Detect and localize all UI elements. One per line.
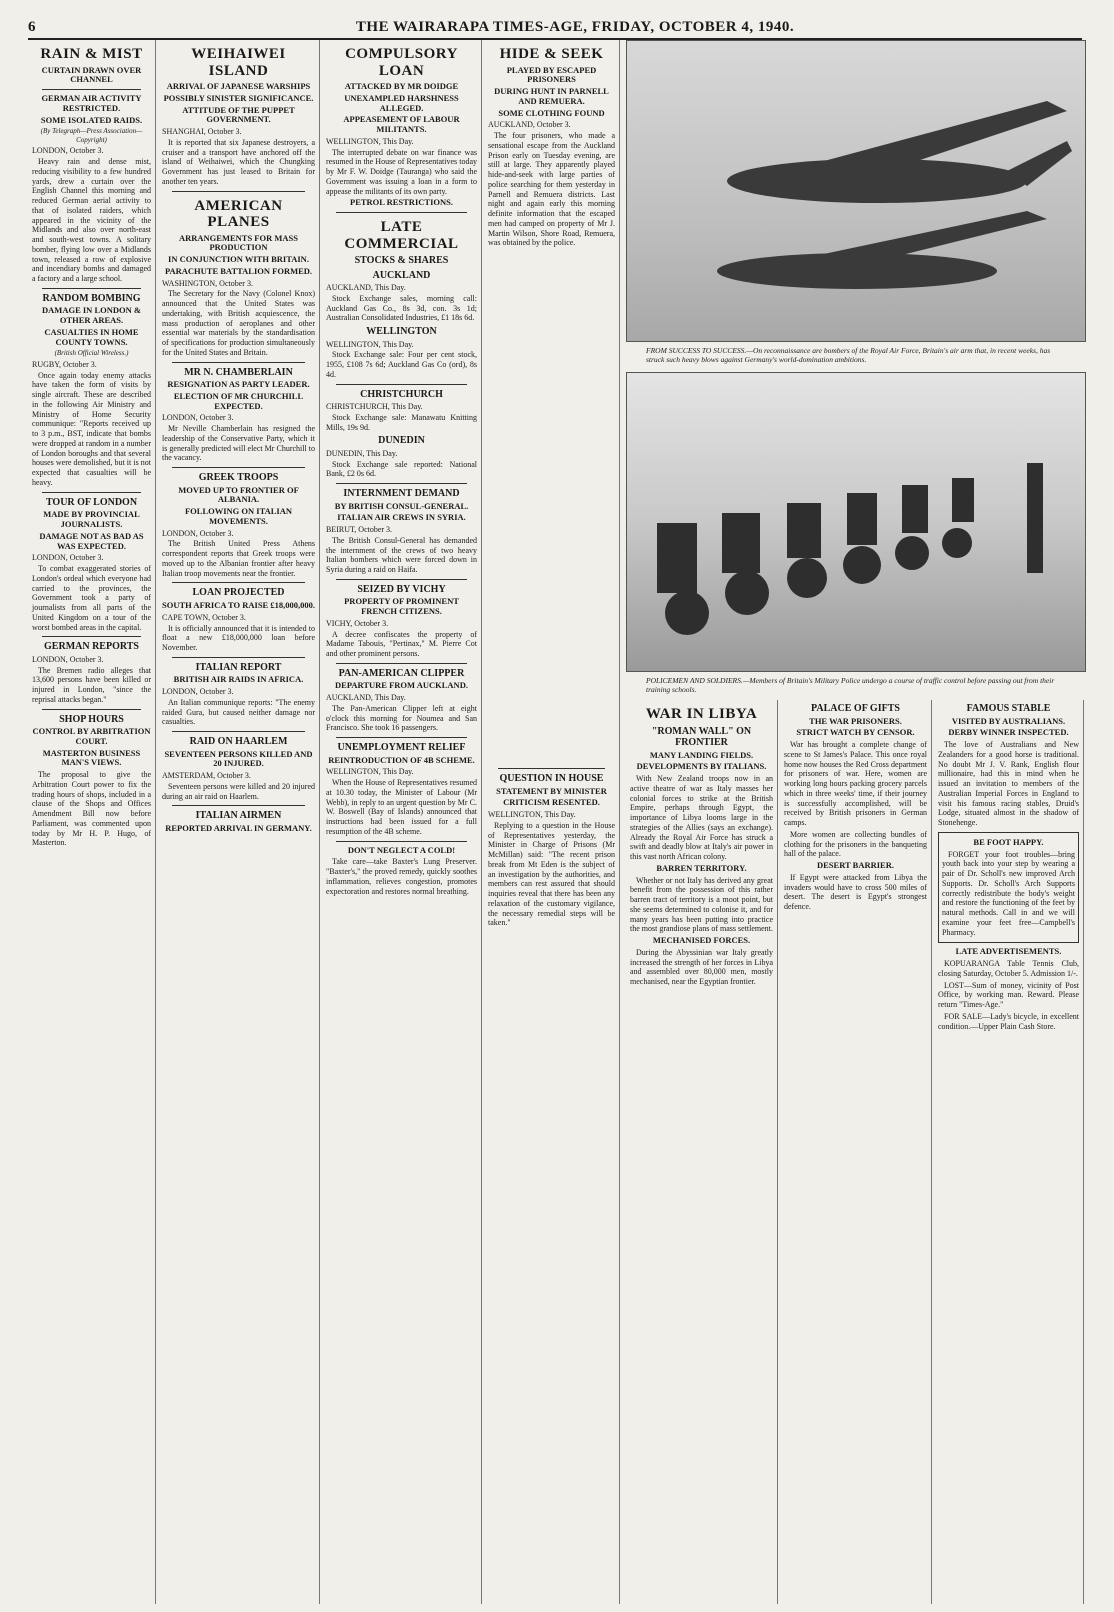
classified-ad: KOPUARANGA Table Tennis Club, closing Saturday, October 5. Admission 1/-. — [938, 959, 1079, 978]
dateline: WELLINGTON, This Day. — [488, 810, 576, 820]
classified-ad: FOR SALE—Lady's bicycle, in excellent condition.—Upper Plain Cash Store. — [938, 1011, 1079, 1031]
headline-weihaiwei: WEIHAIWEI ISLAND — [191, 46, 286, 79]
dateline: WASHINGTON, October 3. — [162, 278, 253, 288]
article-body: Replying to a question in the House of Representatives yesterday, the Minister in Charge of Prisons (Mr McMillan) said: "The recent prison break from Mt Eden is the subject of an investigation by the authorities, and members can rest assured that should inquiries reveal that there has been any relaxation of the customary vigilance, the necessary remedial steps will be taken." — [488, 820, 615, 928]
headline-christchurch: CHRISTCHURCH — [360, 388, 443, 400]
article-body: If Egypt were attacked from Libya the invaders would have to cross 500 miles of desert. The desert is Egypt's strongest defence. — [784, 872, 927, 912]
subhead: SOUTH AFRICA TO RAISE £18,000,000. — [162, 599, 315, 610]
subhead: CURTAIN DRAWN OVER CHANNEL — [41, 64, 142, 85]
column-4 — [484, 40, 620, 1604]
subhead: DESERT BARRIER. — [816, 860, 894, 871]
article-body: The Pan-American Clipper left at eight o'clock this morning for Noumea and San Francisco. She took 16 passengers. — [326, 703, 477, 733]
divider — [336, 483, 467, 484]
headline-war-in-libya: WAR IN LIBYA — [645, 706, 758, 722]
article-body: War has brought a complete change of scene to St James's Palace. This once royal home now houses the Red Cross department for prisoners of war. Here, women are working long hours packing grocery parcels which in three weeks' time, if their journey is successfully accomplished, will be received by British prisoners in German camps. — [784, 740, 927, 828]
subhead: DURING HUNT IN PARNELL AND REMUERA. — [494, 86, 609, 106]
subhead: VISITED BY AUSTRALIANS. — [951, 715, 1066, 726]
article-body: During the Abyssinian war Italy greatly increased the strength of her forces in Libya and assembled over 80,000 men, mostly mechanised, near the Egyptian frontier. — [630, 947, 773, 987]
divider — [336, 737, 467, 738]
headline-loan-projected: LOAN PROJECTED — [192, 587, 285, 599]
headline-dont-neglect-a-cold: DON'T NEGLECT A COLD! — [347, 844, 456, 855]
divider — [42, 709, 141, 710]
divider — [172, 731, 305, 732]
dateline: LONDON, October 3. — [32, 146, 104, 156]
divider — [336, 212, 467, 213]
article-body: Mr Neville Chamberlain has resigned the leadership of the Conservative Party, which it is generally predicted will elect Mr Churchill to the vacancy. — [162, 424, 315, 463]
divider — [172, 191, 305, 192]
divider — [498, 768, 605, 769]
subhead: DAMAGE NOT AS BAD AS WAS EXPECTED. — [39, 530, 144, 551]
dateline: CHRISTCHURCH, This Day. — [326, 402, 423, 412]
page-number: 6 — [28, 19, 36, 35]
bomber-aircraft-image — [627, 41, 1085, 341]
article-body: A decree confiscates the property of Madame Tabouis, "Pertinax," M. Pierre Cot and other prominent persons. — [326, 629, 477, 659]
subhead: MOVED UP TO FRONTIER OF ALBANIA. — [178, 484, 299, 505]
article-body: With New Zealand troops now in an active theatre of war as Italy masses her colonial forces to strike at the British Empire, perhaps through Egypt, the importance of Libya looms large in the strategies of the Allies (says an exchange). Already the Royal Air Force has struck a swift and deadly blow at Italy's air power in this vast north African colony. — [630, 774, 773, 862]
subhead: BRITISH AIR RAIDS IN AFRICA. — [173, 674, 304, 685]
article-body: Heavy rain and dense mist, reducing visibility to a few hundred yards, drew a curtain over the English Channel this morning and reduced German aerial activity to that of isolated raiders, which appeared in the vicinity of the Midlands and also over north-east and south-west towns. A solitary bomber, flying low over a Midlands town, released a row of explosive and incendiary bombs and damaged a factory and a large school. — [32, 157, 151, 284]
divider — [172, 362, 305, 363]
dateline: AUCKLAND, This Day. — [326, 283, 406, 293]
article-body: The four prisoners, who made a sensational escape from the Auckland Prison early on Tuesday evening, are still at large. They apparently played hide-and-seek with large parties of police searching for them yesterday in Parnell and Remuera districts. Last night and again early this morning definite information that the escaped men had camped on property of Mr J. Martin Wilson, Shore Road, Remuera, was obtained by the police. — [488, 131, 615, 248]
headline-random-bombing: RANDOM BOMBING — [42, 292, 141, 304]
headline-rain-mist: RAIN & MIST — [40, 46, 143, 62]
photo-caption-bombers: FROM SUCCESS TO SUCCESS.—On reconnaissance are bombers of the Royal Air Force, Britain's air arm that, in recent weeks, has struck such heavy blows against Germany's world-domination ambitions. — [646, 346, 1051, 364]
headline-unemployment-relief: UNEMPLOYMENT RELIEF — [337, 742, 466, 754]
subhead-wellington: WELLINGTON — [366, 326, 437, 338]
subhead: GERMAN AIR ACTIVITY RESTRICTED. — [41, 93, 142, 113]
dateline: LONDON, October 3. — [32, 553, 104, 563]
subhead: CRITICISM RESENTED. — [503, 797, 600, 808]
dateline: LONDON, October 3. — [162, 413, 234, 423]
article-body: Stock Exchange sale reported: National Bank, £2 0s 6d. — [326, 459, 477, 479]
dateline: BEIRUT, October 3. — [326, 525, 393, 535]
divider — [336, 579, 467, 580]
subhead: STOCKS & SHARES — [354, 255, 449, 267]
headline-famous-stable: FAMOUS STABLE — [966, 703, 1051, 714]
subhead: MADE BY PROVINCIAL JOURNALISTS. — [43, 509, 140, 529]
photo-military-police — [626, 372, 1086, 672]
article-body: Stock Exchange sales, morning call: Auckland Gas Co., 8s 3d, con. 3s 1d; Australian Consolidated Industries, £1 18s 6d. — [326, 293, 477, 323]
dateline: WELLINGTON, This Day. — [326, 767, 414, 777]
divider — [172, 582, 305, 583]
article-body: It is reported that six Japanese destroyers, a cruiser and a transport have anchored off the island of Weihaiwei, which the Chungking Government has just leased to Britain for another ten years. — [162, 137, 315, 186]
dateline: RUGBY, October 3. — [32, 359, 97, 369]
subhead: MASTERTON BUSINESS MAN'S VIEWS. — [42, 747, 141, 768]
article-body: The interrupted debate on war finance was resumed in the House of Representatives today by Mr F. W. Doidge (Tauranga) who said the Government was issuing a loan in a form to appease the militants of its own party. — [326, 147, 477, 196]
article-body: The Bremen radio alleges that 13,600 persons have been killed or injured in London, "since the reprisal attacks began." — [32, 665, 151, 704]
headline-italian-airmen: ITALIAN AIRMEN — [195, 810, 282, 822]
newspaper-title: THE WAIRARAPA TIMES-AGE, FRIDAY, OCTOBER 4, 1940. — [355, 19, 795, 35]
headline-raid-on-haarlem: RAID ON HAARLEM — [189, 736, 288, 748]
headline-compulsory-loan: COMPULSORY LOAN — [345, 46, 458, 79]
subhead: "ROMAN WALL" ON FRONTIER — [651, 725, 752, 748]
article-body: The British Consul-General has demanded the internment of the crews of two heavy Italian bombers which were forced down in Syria during a raid on Haifa. — [326, 535, 477, 575]
divider — [172, 805, 305, 806]
motorcycles-image — [627, 373, 1085, 671]
headline-shop-hours: SHOP HOURS — [59, 713, 124, 725]
article-body: An Italian communique reports: "The enemy raided Gura, but caused neither damage nor casualties. — [162, 697, 315, 727]
headline-seized-by-vichy: SEIZED BY VICHY — [357, 583, 446, 595]
subhead: ITALIAN AIR CREWS IN SYRIA. — [337, 512, 466, 523]
article-body: Stock Exchange sale: Four per cent stock, 1955, £108 7s 6d; Auckland Gas Co (ord), 8s 4d. — [326, 350, 477, 379]
headline-question-in-house: QUESTION IN HOUSE — [499, 773, 604, 785]
subhead: ATTITUDE OF THE PUPPET GOVERNMENT. — [182, 104, 295, 125]
article-body: It is officially announced that it is intended to float a new £18,000,000 loan before November. — [162, 623, 315, 652]
dateline: WELLINGTON, This Day. — [326, 339, 414, 349]
subhead: STRICT WATCH BY CENSOR. — [796, 727, 915, 738]
divider — [42, 492, 141, 493]
column-2 — [158, 40, 320, 1604]
subhead: DERBY WINNER INSPECTED. — [948, 727, 1069, 738]
subhead: PLAYED BY ESCAPED PRISONERS — [506, 64, 597, 85]
subhead: ELECTION OF MR CHURCHILL EXPECTED. — [173, 390, 304, 411]
subhead: REPORTED ARRIVAL IN GERMANY. — [165, 822, 312, 833]
dateline: AMSTERDAM, October 3. — [162, 771, 251, 781]
divider — [336, 841, 467, 842]
subhead: PROPERTY OF PROMINENT FRENCH CITIZENS. — [344, 596, 459, 617]
article-body: More women are collecting bundles of clothing for the prisoners in the banqueting hall of the palace. — [784, 829, 927, 859]
headline-greek-troops: GREEK TROOPS — [198, 472, 279, 484]
subhead-dunedin: DUNEDIN — [378, 435, 425, 447]
classified-ad: LOST—Sum of money, vicinity of Post Office, by working man. Reward. Please return "Times-Age." — [938, 980, 1079, 1010]
headline-pan-american-clipper: PAN-AMERICAN CLIPPER — [338, 667, 465, 679]
subhead: POSSIBLY SINISTER SIGNIFICANCE. — [163, 92, 314, 103]
article-body: When the House of Representatives resumed at 10.30 today, the Minister of Labour (Mr Webb), in reply to an urgent question by Mr C. W. Boswell (Bay of Islands) announced that instructions had been issued for a full resumption of the 4B scheme. — [326, 778, 477, 836]
subhead: RESIGNATION AS PARTY LEADER. — [167, 379, 310, 390]
byline: (By Telegraph—Press Association—Copyright) — [40, 127, 143, 144]
subhead: PETROL RESTRICTIONS. — [350, 197, 453, 208]
article-body: Whether or not Italy has derived any great benefit from the possession of this rather barren tract of territory is a moot point, but she seems determined to colonise it, and for many years has been putting into practice the most grandiose plans of mass settlement. — [630, 875, 773, 934]
subhead: FOLLOWING ON ITALIAN MOVEMENTS. — [184, 506, 293, 526]
subhead: CONTROL BY ARBITRATION COURT. — [32, 726, 151, 746]
divider — [172, 467, 305, 468]
dateline: LONDON, October 3. — [32, 654, 104, 664]
headline-palace-of-gifts: PALACE OF GIFTS — [811, 703, 900, 714]
headline-german-reports: GERMAN REPORTS — [44, 641, 139, 653]
article-body: To combat exaggerated stories of London's ordeal which everyone had carried to the provinces, the Government took a party of journalists from all parts of the United Kingdom on a tour of the worst bombed areas in the capital. — [32, 564, 151, 632]
dateline: WELLINGTON, This Day. — [326, 136, 414, 146]
subhead: ATTACKED BY MR DOIDGE — [344, 81, 459, 91]
article-body: The love of Australians and New Zealanders for a good horse is traditional. No doubt Mr J. V. Rank, English flour millionaire, had this in mind when he issued an invitation to members of the Australian Imperial Forces in England to visit his famous racing stables, Druid's Lodge, situated almost in the shadow of Stonehenge. — [938, 740, 1079, 828]
divider — [42, 89, 141, 90]
dateline: LONDON, October 3. — [162, 528, 234, 538]
subhead: IN CONJUNCTION WITH BRITAIN. — [168, 254, 309, 265]
subhead: DEVELOPMENTS BY ITALIANS. — [636, 761, 767, 772]
article-body: The Secretary for the Navy (Colonel Knox) announced that the United States was undertaking, with British acquiescence, the mass production of aeroplanes and other essential war materials by the standardisation of specifications for production simultaneously for the United States and Britain. — [162, 289, 315, 357]
subhead: MECHANISED FORCES. — [652, 935, 751, 946]
article-body: Seventeen persons were killed and 20 injured during an air raid on Haarlem. — [162, 781, 315, 801]
divider — [336, 384, 467, 385]
masthead — [28, 10, 1082, 40]
divider — [42, 636, 141, 637]
article-body: The British United Press Athens correspondent reports that Greek troops were moved up to the Albanian frontier after heavy Italian troop movements near the frontier. — [162, 539, 315, 578]
advertisement-scholl — [938, 832, 1079, 944]
subhead: APPEASEMENT OF LABOUR MILITANTS. — [343, 114, 460, 135]
headline-tour-of-london: TOUR OF LONDON — [45, 496, 138, 508]
dateline: AUCKLAND, This Day. — [326, 693, 406, 703]
dateline: VICHY, October 3. — [326, 618, 389, 628]
dateline: CAPE TOWN, October 3. — [162, 612, 246, 622]
photo-caption-military-police: POLICEMEN AND SOLDIERS.—Members of Britain's Military Police undergo a course of traffic control before passing out from their training schools. — [646, 676, 1055, 694]
column-6 — [780, 700, 932, 1604]
article-body: Take care—take Baxter's Lung Preserver. "Baxter's," the proved remedy, quickly soothes inflammation, relieves congestion, promotes expectoration and restores normal breathing. — [326, 857, 477, 896]
ad-title: BE FOOT HAPPY. — [973, 836, 1044, 847]
dateline: AUCKLAND, October 3. — [488, 120, 571, 130]
ad-body: FORGET your foot troubles—bring youth back into your step by wearing a pair of Dr. Scholl's new improved Arch Supports. Dr. Scholl's Arch Supports correctly redistribute the body's weight and restore the functioning of the feet by natural methods. Call in and we will examine your feet free—Campbell's Pharmacy. — [942, 849, 1075, 937]
subhead: ARRIVAL OF JAPANESE WARSHIPS — [166, 81, 311, 91]
subhead: DAMAGE IN LONDON & OTHER AREAS. — [42, 305, 141, 326]
divider — [42, 288, 141, 289]
dateline: SHANGHAI, October 3. — [162, 127, 242, 137]
dateline: LONDON, October 3. — [162, 687, 234, 697]
divider — [172, 657, 305, 658]
headline-internment-demand: INTERNMENT DEMAND — [343, 488, 460, 500]
subhead: CASUALTIES IN HOME COUNTY TOWNS. — [44, 326, 139, 347]
photo-bombers — [626, 40, 1086, 342]
column-3 — [322, 40, 482, 1604]
subhead: PARACHUTE BATTALION FORMED. — [164, 265, 313, 276]
article-body: The proposal to give the Arbitration Court power to fix the trading hours of shops, included in a clause of the Shops and Offices Amendment Bill now before Parliament, was commented upon today by Mr H. P. Hugo, of Masterton. — [32, 770, 151, 848]
subhead: THE WAR PRISONERS. — [809, 715, 902, 726]
column-1 — [28, 40, 156, 1604]
subhead: STATEMENT BY MINISTER — [496, 785, 607, 796]
headline-american-planes: AMERICAN PLANES — [194, 197, 283, 231]
subhead: MANY LANDING FIELDS. — [649, 749, 754, 760]
subhead: SOME ISOLATED RAIDS. — [40, 114, 143, 125]
headline-chamberlain: MR N. CHAMBERLAIN — [184, 366, 293, 378]
subhead: UNEXAMPLED HARSHNESS ALLEGED. — [344, 92, 459, 113]
subhead: DEPARTURE FROM AUCKLAND. — [335, 680, 468, 691]
subhead: SOME CLOTHING FOUND — [498, 107, 605, 118]
subhead: BY BRITISH CONSUL-GENERAL. — [334, 500, 469, 511]
dateline: DUNEDIN, This Day. — [326, 448, 398, 458]
late-advertisements-heading: LATE ADVERTISEMENTS. — [955, 946, 1062, 957]
article-body: Stock Exchange sale: Manawatu Knitting Mills, 19s 9d. — [326, 412, 477, 432]
subhead-auckland: AUCKLAND — [372, 269, 431, 281]
headline-italian-report: ITALIAN REPORT — [195, 661, 282, 673]
headline-late-commercial: LATE COMMERCIAL — [344, 219, 459, 252]
column-5 — [626, 700, 778, 1604]
divider — [336, 663, 467, 664]
subhead: REINTRODUCTION OF 4B SCHEME. — [328, 754, 475, 765]
byline: (British Official Wireless.) — [54, 349, 129, 358]
subhead: BARREN TERRITORY. — [656, 862, 747, 873]
article-body: Once again today enemy attacks have taken the form of visits by single aircraft. These are described in the following Air Ministry and Ministry of Home Security communique: "Reports received up to 3 p.m., BST, indicate that bombs were dropped at random in a number of London boroughs and that several houses were demolished, but it is not expected that casualties will be heavy. — [32, 370, 151, 487]
column-7 — [934, 700, 1084, 1604]
subhead: SEVENTEEN PERSONS KILLED AND 20 INJURED. — [164, 748, 313, 769]
headline-hide-and-seek: HIDE & SEEK — [499, 46, 604, 62]
subhead: ARRANGEMENTS FOR MASS PRODUCTION — [178, 232, 298, 253]
